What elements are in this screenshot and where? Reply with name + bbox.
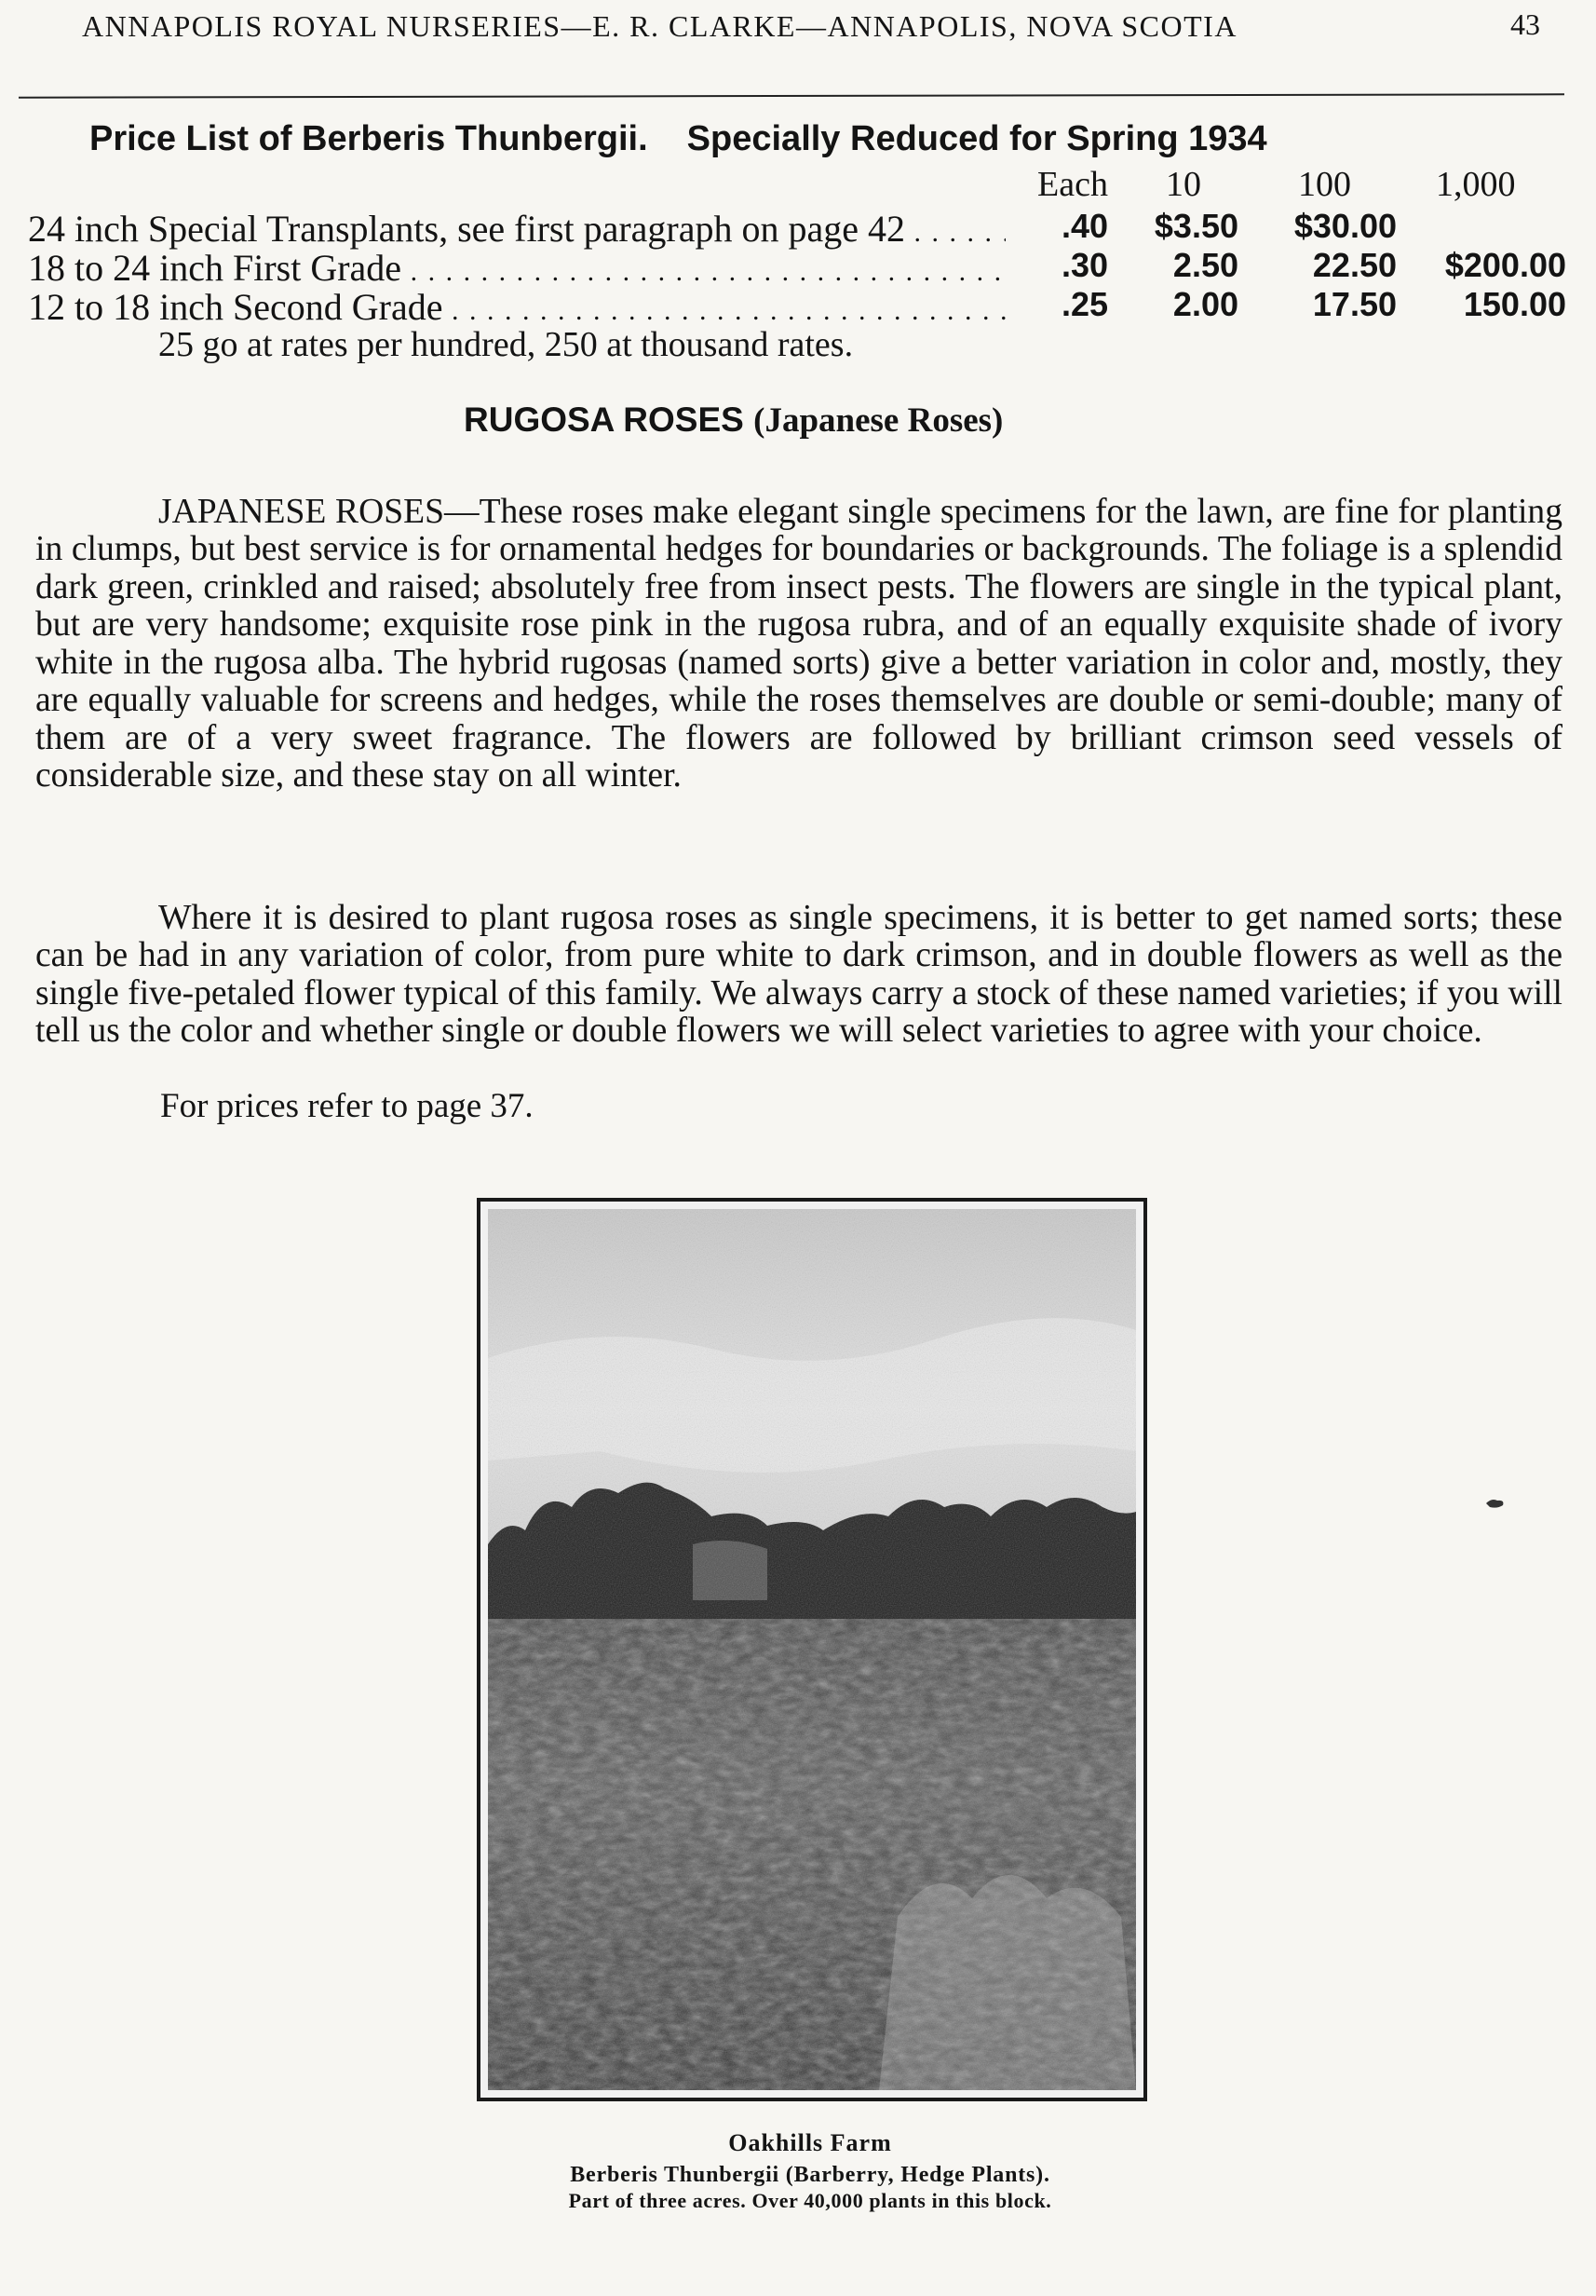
photo-caption-title: Oakhills Farm — [728, 2129, 892, 2156]
price-row-description: 18 to 24 inch First Grade . . . — [28, 246, 1006, 290]
column-header-10: 10 — [1166, 165, 1201, 204]
photo-grain — [488, 1209, 1136, 2090]
price-row-description: 12 to 18 inch Second Grade . . . — [28, 285, 1006, 329]
header-rule — [19, 93, 1564, 98]
price-row — [28, 207, 1574, 248]
column-header-1000: 1,000 — [1436, 165, 1516, 204]
price-ten: $3.50 — [1154, 207, 1238, 245]
price-list-note: 25 go at rates per hundred, 250 at thousand rates. — [158, 325, 854, 364]
price-row-description: 24 inch Special Transplants, see first paragraph on page 42 . . . — [28, 207, 1006, 251]
running-header: ANNAPOLIS ROYAL NURSERIES—E. R. CLARKE—ANNAPOLIS, NOVA SCOTIA — [82, 9, 1238, 43]
price-each: .30 — [1061, 246, 1108, 284]
price-row — [28, 285, 1574, 326]
column-header-100: 100 — [1298, 165, 1351, 204]
photo-caption-description: Berberis Thunbergii (Barberry, Hedge Plants). — [570, 2163, 1050, 2187]
price-ten: 2.50 — [1172, 246, 1238, 284]
price-thousand: $200.00 — [1444, 246, 1566, 284]
farm-photograph — [477, 1198, 1147, 2101]
section-title — [464, 401, 1003, 441]
section-title-sub: (Japanese Roses) — [753, 401, 1004, 440]
price-row — [28, 246, 1574, 287]
page-number: 43 — [1510, 7, 1540, 41]
price-hundred: 17.50 — [1312, 285, 1397, 323]
price-list-title-left: Price List of Berberis Thunbergii. — [89, 119, 648, 158]
paragraph-japanese-roses: JAPANESE ROSES—These roses make elegant single specimens for the lawn, are fine for planting in clumps, but best service is for ornamental hedges for boundaries or backgrounds. The foliage is a splendid dark green, crinkled and raised; absolutely free from insect pests. The flowers are single in the typical plant, but are very handsome; exquisite rose pink in the rugosa rubra, and of an equally exquisite shade of ivory white in the rugosa alba. The hybrid rugosas (named sorts) give a better variation in color and, mostly, they are equally valuable for screens and hedges, while the roses themselves are double or semi-double; many of them are of a very sweet fragrance. The flowers are followed by brilliant crimson seed vessels of considerable size, and these stay on all winter. — [35, 492, 1562, 795]
price-each: .25 — [1061, 285, 1108, 323]
photograph-image — [488, 1209, 1136, 2090]
price-ten: 2.00 — [1172, 285, 1238, 323]
price-list-title-right: Specially Reduced for Spring 1934 — [686, 119, 1267, 158]
price-list-title — [89, 119, 1542, 159]
paragraph-single-specimens: Where it is desired to plant rugosa roses as single specimens, it is better to get named sorts; these can be had in any variation of color, from pure white to dark crimson, and in double flowers as well as the single five-petaled flower typical of this family. We always carry a stock of these named varieties; if you will tell us the color and whether single or double flowers we will select varieties to agree with your choice. — [35, 898, 1562, 1051]
prices-reference: For prices refer to page 37. — [160, 1087, 534, 1125]
section-title-main: RUGOSA ROSES — [464, 401, 744, 439]
column-header-each: Each — [1037, 165, 1108, 204]
photo-caption-detail: Part of three acres. Over 40,000 plants in this block. — [568, 2189, 1052, 2212]
price-each: .40 — [1061, 207, 1108, 245]
price-hundred: $30.00 — [1293, 207, 1397, 245]
price-hundred: 22.50 — [1312, 246, 1397, 284]
ink-spot — [1484, 1496, 1507, 1511]
price-thousand: 150.00 — [1463, 285, 1566, 323]
